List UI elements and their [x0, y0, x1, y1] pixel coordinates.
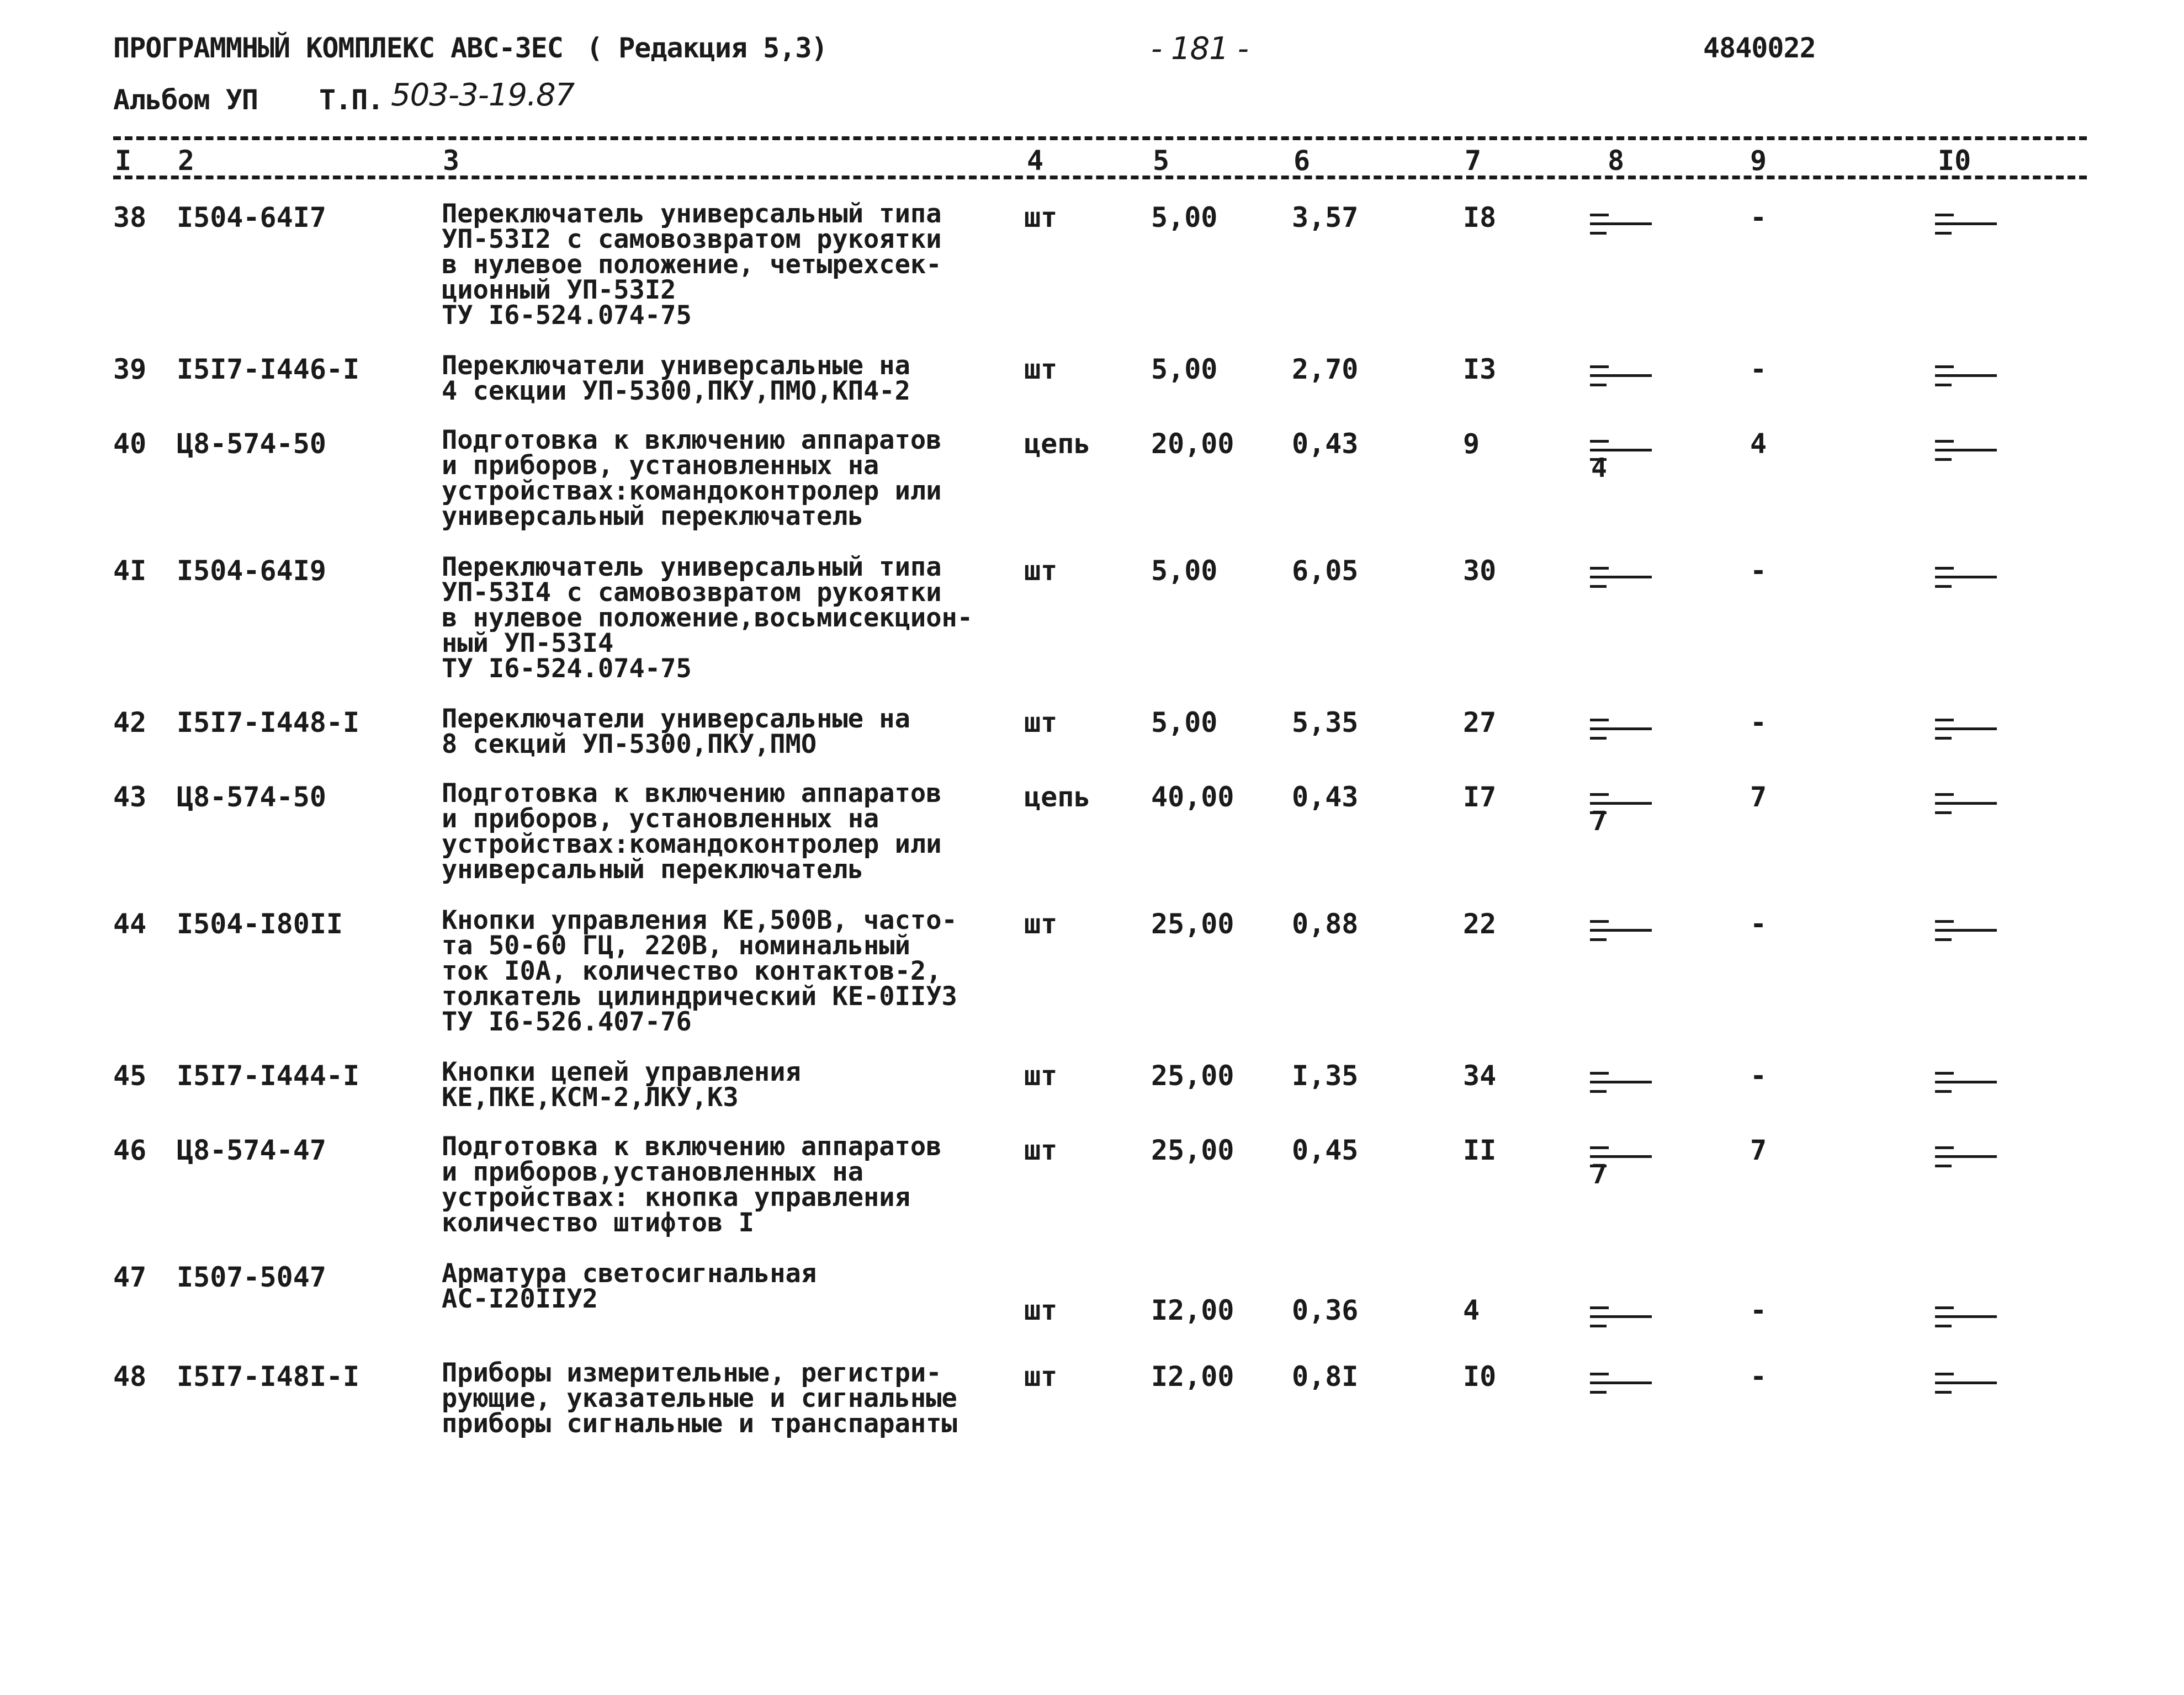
description-line: Подготовка к включению аппаратов [442, 1131, 942, 1162]
value-col-5: 5,00 [1151, 201, 1218, 233]
value-col-7: 34 [1463, 1060, 1497, 1092]
value-col-9: - [1750, 555, 1767, 587]
value-col-8 [1590, 706, 1662, 756]
value-col-7: I0 [1463, 1361, 1497, 1393]
item-code: I5I7-I446-I [177, 353, 360, 385]
item-code: Ц8-574-50 [177, 781, 326, 813]
value-col-8 [1590, 1294, 1662, 1344]
value-col-6: 5,35 [1292, 706, 1359, 738]
value-col-9: 4 [1750, 428, 1767, 460]
mark-value: 7 [1591, 1159, 1607, 1190]
column-number: 8 [1608, 145, 1625, 177]
value-col-6: 2,70 [1292, 353, 1359, 385]
unit: шт [1024, 1361, 1058, 1393]
item-code: I5I7-I444-I [177, 1060, 360, 1092]
dash-mark [1590, 1381, 1652, 1384]
dash-mark [1935, 232, 1952, 235]
dash-mark [1935, 384, 1952, 386]
column-number: 5 [1153, 145, 1170, 177]
row-number: 46 [113, 1134, 147, 1166]
dash-mark [1590, 938, 1607, 941]
description-line: УП-53I4 с самовозвратом рукоятки [442, 577, 942, 608]
value-col-5: 5,00 [1151, 555, 1218, 587]
column-number: I [115, 145, 132, 177]
description-line: 4 секции УП-5300,ПКУ,ПМО,КП4-2 [442, 376, 910, 406]
description-line: количество штифтов I [442, 1208, 754, 1238]
item-code: I5I7-I448-I [177, 706, 360, 738]
row-number: 39 [113, 353, 147, 385]
value-col-6: 0,88 [1292, 908, 1359, 940]
unit: шт [1024, 555, 1058, 587]
row-number: 38 [113, 201, 147, 233]
dash-mark [1935, 1090, 1952, 1093]
dash-mark [1590, 929, 1652, 932]
dash-mark [1935, 1381, 1997, 1384]
dash-mark [1935, 1081, 1997, 1083]
description-line: устройствах: кнопка управления [442, 1182, 910, 1213]
row-number: 44 [113, 908, 147, 940]
value-col-10 [1935, 428, 2007, 477]
row-number: 4I [113, 555, 147, 587]
dash-mark [1935, 440, 1954, 443]
description-line: рующие, указательные и сигнальные [442, 1383, 957, 1414]
dash-mark [1935, 1072, 1954, 1075]
dash-mark [1590, 1146, 1609, 1149]
item-description [442, 706, 910, 757]
value-col-7: I7 [1463, 781, 1497, 813]
dash-mark [1590, 222, 1652, 225]
dash-mark [1935, 929, 1997, 932]
value-col-6: 0,43 [1292, 781, 1359, 813]
value-col-5: 25,00 [1151, 908, 1234, 940]
dash-mark [1590, 374, 1652, 377]
value-col-6: I,35 [1292, 1060, 1359, 1092]
value-col-7: II [1463, 1134, 1497, 1166]
value-col-9: 7 [1750, 1134, 1767, 1166]
item-description [442, 350, 910, 406]
page-number: - 181 - [1151, 31, 1248, 67]
unit: шт [1024, 201, 1058, 233]
dash-mark [1935, 365, 1954, 368]
value-col-10 [1935, 706, 2007, 756]
dash-mark [1590, 1391, 1607, 1394]
value-col-6: 6,05 [1292, 555, 1359, 587]
dash-mark [1590, 719, 1609, 721]
item-description [442, 1057, 801, 1113]
description-line: Переключатель универсальный типа [442, 552, 942, 582]
dash-mark [1590, 365, 1609, 368]
description-line: 8 секций УП-5300,ПКУ,ПМО [442, 729, 817, 759]
dash-mark [1590, 1155, 1652, 1158]
value-col-9: 7 [1750, 781, 1767, 813]
value-col-7: 9 [1463, 428, 1480, 460]
item-description [442, 905, 957, 1037]
description-line: Переключатель универсальный типа [442, 199, 942, 229]
dash-mark [1590, 1090, 1607, 1093]
edition-label: ( Редакция 5,3) [586, 32, 828, 64]
dash-mark [1590, 727, 1652, 730]
column-number: 7 [1465, 145, 1482, 177]
description-line: и приборов,установленных на [442, 1157, 864, 1187]
column-number: 9 [1750, 145, 1767, 177]
value-col-10 [1935, 1060, 2007, 1109]
value-col-7: 22 [1463, 908, 1497, 940]
item-code: I504-I80II [177, 908, 343, 940]
value-col-8 [1590, 781, 1662, 837]
value-col-8 [1590, 555, 1662, 604]
description-line: толкатель цилиндрический КЕ-0IIУ3 [442, 981, 957, 1012]
dash-mark [1590, 384, 1607, 386]
dash-mark [1590, 449, 1652, 451]
unit: цепь [1024, 781, 1091, 813]
dash-mark [1590, 802, 1652, 805]
item-code: Ц8-574-50 [177, 428, 326, 460]
item-description [442, 778, 942, 885]
value-col-7: 30 [1463, 555, 1497, 587]
dash-mark [1935, 1165, 1952, 1167]
dash-mark [1590, 1373, 1609, 1375]
value-col-9: - [1750, 353, 1767, 385]
value-col-7: 27 [1463, 706, 1497, 738]
item-description [442, 1358, 957, 1439]
dash-mark [1935, 811, 1952, 814]
unit: шт [1024, 706, 1058, 738]
dash-mark [1935, 727, 1997, 730]
value-col-8 [1590, 353, 1662, 403]
value-col-10 [1935, 1361, 2007, 1410]
column-number: I0 [1938, 145, 1971, 177]
description-line: ный УП-53I4 [442, 628, 614, 658]
value-col-10 [1935, 781, 2007, 831]
value-col-6: 0,36 [1292, 1294, 1359, 1326]
value-col-6: 0,45 [1292, 1134, 1359, 1166]
unit: цепь [1024, 428, 1091, 460]
value-col-8 [1590, 1361, 1662, 1410]
description-line: устройствах:командоконтролер или [442, 829, 942, 859]
value-col-10 [1935, 908, 2007, 958]
dash-mark [1935, 920, 1954, 923]
value-col-9: - [1750, 706, 1767, 738]
column-number: 6 [1294, 145, 1311, 177]
description-line: Приборы измерительные, регистри- [442, 1358, 942, 1388]
unit: шт [1024, 353, 1058, 385]
value-col-7: I8 [1463, 201, 1497, 233]
dash-mark [1590, 793, 1609, 796]
description-line: устройствах:командоконтролер или [442, 476, 942, 506]
value-col-5: 25,00 [1151, 1134, 1234, 1166]
dash-mark [1935, 374, 1997, 377]
unit: шт [1024, 1294, 1058, 1326]
dash-mark [1935, 737, 1952, 740]
item-description [442, 552, 973, 684]
description-line: ТУ I6-524.074-75 [442, 653, 692, 684]
description-line: УП-53I2 с самовозвратом рукоятки [442, 224, 942, 254]
dash-mark [1590, 567, 1609, 570]
dash-mark [1935, 222, 1997, 225]
column-number: 3 [443, 145, 460, 177]
dash-mark [1935, 585, 1952, 588]
dash-mark [1935, 938, 1952, 941]
row-number: 48 [113, 1361, 147, 1393]
description-line: КЕ,ПКЕ,КСМ-2,ЛКУ,К3 [442, 1082, 739, 1113]
description-line: приборы сигнальные и транспаранты [442, 1409, 957, 1439]
dash-mark [1590, 214, 1609, 216]
item-code: I507-5047 [177, 1261, 326, 1293]
dash-mark [1935, 1146, 1954, 1149]
dash-mark [1935, 458, 1952, 461]
program-title: ПРОГРАММНЫЙ КОМПЛЕКС АВС-3ЕС [113, 32, 563, 64]
dash-mark [1590, 576, 1652, 578]
unit: шт [1024, 1134, 1058, 1166]
row-number: 42 [113, 706, 147, 738]
dash-mark [1935, 1306, 1954, 1309]
value-col-6: 0,8I [1292, 1361, 1359, 1393]
description-line: Арматура светосигнальная [442, 1258, 817, 1289]
value-col-8 [1590, 1134, 1662, 1190]
unit: шт [1024, 1060, 1058, 1092]
header-rule-bottom [113, 176, 2087, 179]
dash-mark [1935, 1325, 1952, 1327]
description-line: универсальный переключатель [442, 854, 864, 885]
mark-value: 7 [1591, 806, 1607, 837]
row-number: 45 [113, 1060, 147, 1092]
value-col-8 [1590, 428, 1662, 483]
value-col-8 [1590, 1060, 1662, 1109]
dash-mark [1590, 585, 1607, 588]
header-rule-top [113, 136, 2087, 140]
row-number: 43 [113, 781, 147, 813]
description-line: в нулевое положение,восьмисекцион- [442, 603, 973, 633]
row-number: 40 [113, 428, 147, 460]
description-line: ционный УП-53I2 [442, 275, 676, 305]
tp-label: Т.П. [319, 84, 384, 116]
dash-mark [1590, 737, 1607, 740]
dash-mark [1935, 576, 1997, 578]
value-col-5: 40,00 [1151, 781, 1234, 813]
value-col-6: 0,43 [1292, 428, 1359, 460]
value-col-9: - [1750, 201, 1767, 233]
description-line: Переключатели универсальные на [442, 350, 910, 381]
dash-mark [1935, 1315, 1997, 1318]
description-line: универсальный переключатель [442, 501, 864, 532]
item-code: Ц8-574-47 [177, 1134, 326, 1166]
dash-mark [1590, 1315, 1652, 1318]
description-line: АС-I20IIУ2 [442, 1284, 598, 1314]
item-code: I5I7-I48I-I [177, 1361, 360, 1393]
description-line: Подготовка к включению аппаратов [442, 778, 942, 809]
dash-mark [1590, 1306, 1609, 1309]
item-description [442, 1131, 942, 1238]
description-line: Кнопки управления КЕ,500В, часто- [442, 905, 957, 936]
description-line: и приборов, установленных на [442, 450, 879, 481]
description-line: та 50-60 ГЦ, 220В, номинальный [442, 931, 910, 961]
dash-mark [1935, 449, 1997, 451]
dash-mark [1935, 719, 1954, 721]
dash-mark [1935, 793, 1954, 796]
value-col-10 [1935, 1134, 2007, 1184]
value-col-5: 25,00 [1151, 1060, 1234, 1092]
value-col-5: 5,00 [1151, 353, 1218, 385]
tp-number: 503-3-19.87 [391, 77, 575, 113]
description-line: Переключатели универсальные на [442, 704, 910, 734]
description-line: и приборов, установленных на [442, 804, 879, 834]
row-number: 47 [113, 1261, 147, 1293]
item-description [442, 199, 942, 331]
dash-mark [1590, 1081, 1652, 1083]
dash-mark [1935, 214, 1954, 216]
dash-mark [1590, 920, 1609, 923]
description-line: в нулевое положение, четырехсек- [442, 249, 942, 280]
description-line: Кнопки цепей управления [442, 1057, 801, 1087]
dash-mark [1590, 1325, 1607, 1327]
value-col-5: I2,00 [1151, 1294, 1234, 1326]
value-col-10 [1935, 1294, 2007, 1344]
unit: шт [1024, 908, 1058, 940]
document-code: 4840022 [1703, 32, 1816, 64]
dash-mark [1590, 440, 1609, 443]
item-code: I504-64I9 [177, 555, 326, 587]
description-line: Подготовка к включению аппаратов [442, 425, 942, 455]
description-line: ток I0А, количество контактов-2, [442, 956, 942, 986]
item-code: I504-64I7 [177, 201, 326, 233]
dash-mark [1935, 802, 1997, 805]
value-col-8 [1590, 201, 1662, 251]
value-col-5: I2,00 [1151, 1361, 1234, 1393]
dash-mark [1935, 1155, 1997, 1158]
value-col-10 [1935, 353, 2007, 403]
value-col-5: 20,00 [1151, 428, 1234, 460]
value-col-9: - [1750, 908, 1767, 940]
dash-mark [1935, 567, 1954, 570]
value-col-9: - [1750, 1294, 1767, 1326]
value-col-10 [1935, 555, 2007, 604]
item-description [442, 425, 942, 532]
value-col-8 [1590, 908, 1662, 958]
item-description [442, 1258, 817, 1314]
description-line: ТУ I6-524.074-75 [442, 300, 692, 331]
value-col-7: I3 [1463, 353, 1497, 385]
description-line: ТУ I6-526.407-76 [442, 1007, 692, 1037]
dash-mark [1935, 1391, 1952, 1394]
column-number: 4 [1027, 145, 1044, 177]
value-col-5: 5,00 [1151, 706, 1218, 738]
dash-mark [1590, 232, 1607, 235]
value-col-6: 3,57 [1292, 201, 1359, 233]
dash-mark [1590, 1072, 1609, 1075]
dash-mark [1935, 1373, 1954, 1375]
column-number: 2 [178, 145, 195, 177]
album-label: Альбом УП [113, 84, 258, 116]
value-col-7: 4 [1463, 1294, 1480, 1326]
mark-value: 4 [1591, 453, 1607, 483]
value-col-10 [1935, 201, 2007, 251]
value-col-9: - [1750, 1361, 1767, 1393]
value-col-9: - [1750, 1060, 1767, 1092]
